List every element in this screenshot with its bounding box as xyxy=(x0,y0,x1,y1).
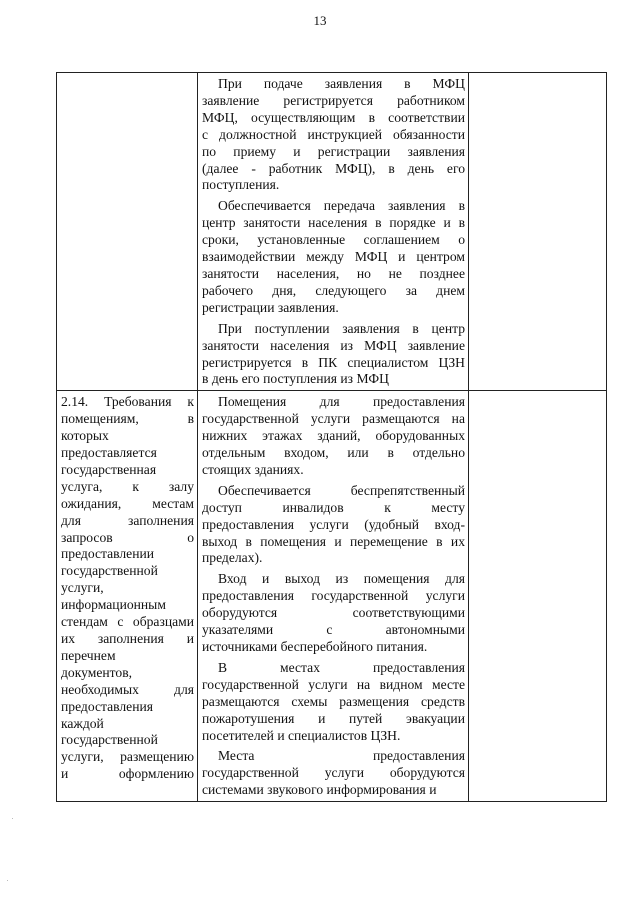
text-line: Помещения для предоставления xyxy=(218,394,465,410)
text-line: сроки, установленные соглашением о xyxy=(202,232,465,248)
scan-speck xyxy=(7,880,8,881)
text-line: государственной услуги оборудуются xyxy=(202,765,465,781)
text-line: предоставлении xyxy=(61,546,155,562)
text-line: стендам с образцами xyxy=(61,614,194,630)
row2-left-cell xyxy=(57,391,198,802)
paragraph xyxy=(202,660,465,745)
paragraph xyxy=(202,571,465,656)
text-line: предоставляется xyxy=(61,445,157,461)
text-line: доступ инвалидов к месту xyxy=(202,499,465,515)
text-line: государственной услуги на видном месте xyxy=(202,676,465,692)
text-line: регистрируется в ПК специалистом ЦЗН xyxy=(202,354,465,370)
regulation-table xyxy=(56,72,607,802)
text-line: помещениям, в xyxy=(61,411,194,427)
row1-middle-cell xyxy=(198,73,469,391)
paragraph xyxy=(202,748,465,799)
text-line: При подаче заявления в МФЦ xyxy=(218,76,465,91)
scan-speck xyxy=(12,818,13,819)
text-line: центр занятости населения в порядке и в xyxy=(202,215,465,231)
row2-right-cell xyxy=(469,391,607,802)
text-line: запросов о xyxy=(61,529,194,545)
text-line: в день его поступления из МФЦ xyxy=(202,371,389,387)
text-line: заявление регистрируется работником xyxy=(202,92,465,108)
text-line: системами звукового информирования и xyxy=(202,782,437,798)
table-row xyxy=(57,73,607,391)
text-line: услуги, размещению xyxy=(61,749,194,765)
text-line: указателями с автономными xyxy=(202,622,465,638)
text-line: и оформлению xyxy=(61,766,194,782)
text-line: При поступлении заявления в центр xyxy=(218,320,465,336)
text-line: регистрации заявления. xyxy=(202,299,339,315)
text-line: Вход и выход из помещения для xyxy=(218,571,465,587)
text-line: государственная xyxy=(61,461,157,477)
row1-left-cell xyxy=(57,73,198,391)
text-line: предоставления xyxy=(61,698,154,714)
text-line: посетителей и специалистов ЦЗН. xyxy=(202,727,401,743)
paragraph xyxy=(202,76,465,194)
row2-middle-cell xyxy=(198,391,469,802)
paragraph xyxy=(202,321,465,389)
text-line: поступления. xyxy=(202,177,280,193)
text-line: ожидания, местам xyxy=(61,495,194,511)
text-line: рабочего дня, следующего за днем xyxy=(202,282,465,298)
text-line: для заполнения xyxy=(61,512,194,528)
text-line: Обеспечивается беспрепятственный xyxy=(218,482,465,498)
text-line: которых xyxy=(61,428,109,444)
text-line: стоящих зданиях. xyxy=(202,461,304,477)
paragraph xyxy=(202,198,465,316)
text-line: размещаются схемы размещения средств xyxy=(202,693,465,709)
text-line: по приему и регистрации заявления xyxy=(202,143,465,159)
text-line: предоставления государственной услуги xyxy=(202,588,465,604)
text-line: оборудуются соответствующими xyxy=(202,605,465,621)
text-line: с должностной инструкцией обязанности xyxy=(202,126,465,142)
text-line: государственной xyxy=(61,563,158,579)
text-line: 2.14. Требования к xyxy=(61,394,194,410)
page-number: 13 xyxy=(313,13,327,28)
text-line: (далее - работник МФЦ), в день его xyxy=(202,160,465,176)
paragraph xyxy=(202,394,465,479)
text-line: Места предоставления xyxy=(218,748,465,764)
text-line: Обеспечивается передача заявления в xyxy=(218,198,465,214)
text-line: услуги, xyxy=(61,580,104,596)
text-line: услуга, к залу xyxy=(61,478,194,494)
text-line: занятости населения, но не позднее xyxy=(202,265,465,281)
paragraph xyxy=(202,483,465,568)
text-line: источниками бесперебойного питания. xyxy=(202,639,428,654)
text-line: пределах). xyxy=(202,550,263,566)
text-line: пожаротушения и путей эвакуации xyxy=(202,710,465,726)
text-line: документов, xyxy=(61,664,133,680)
row1-right-cell xyxy=(469,73,607,391)
text-line: информационным xyxy=(61,597,166,613)
text-line: взаимодействии между МФЦ и центром xyxy=(202,249,465,265)
text-line: В местах предоставления xyxy=(218,659,465,675)
text-line: выход в помещения и перемещение в их xyxy=(202,533,465,549)
text-line: нижних этажах зданий, оборудованных xyxy=(202,428,465,444)
table-row xyxy=(57,391,607,802)
text-line: МФЦ, осуществляющим в соответствии xyxy=(202,109,465,125)
text-line: государственной xyxy=(61,732,158,748)
text-line: их заполнения и xyxy=(61,631,194,646)
text-line: каждой xyxy=(61,715,104,731)
text-line: государственной услуги размещаются на xyxy=(202,411,465,427)
text-line: занятости населения из МФЦ заявление xyxy=(202,337,465,353)
text-line: отдельным входом, или в отдельно xyxy=(202,445,465,461)
text-line: необходимых для xyxy=(61,681,194,697)
text-line: перечнем xyxy=(61,647,116,663)
text-line: предоставления услуги (удобный вход- xyxy=(202,516,465,532)
